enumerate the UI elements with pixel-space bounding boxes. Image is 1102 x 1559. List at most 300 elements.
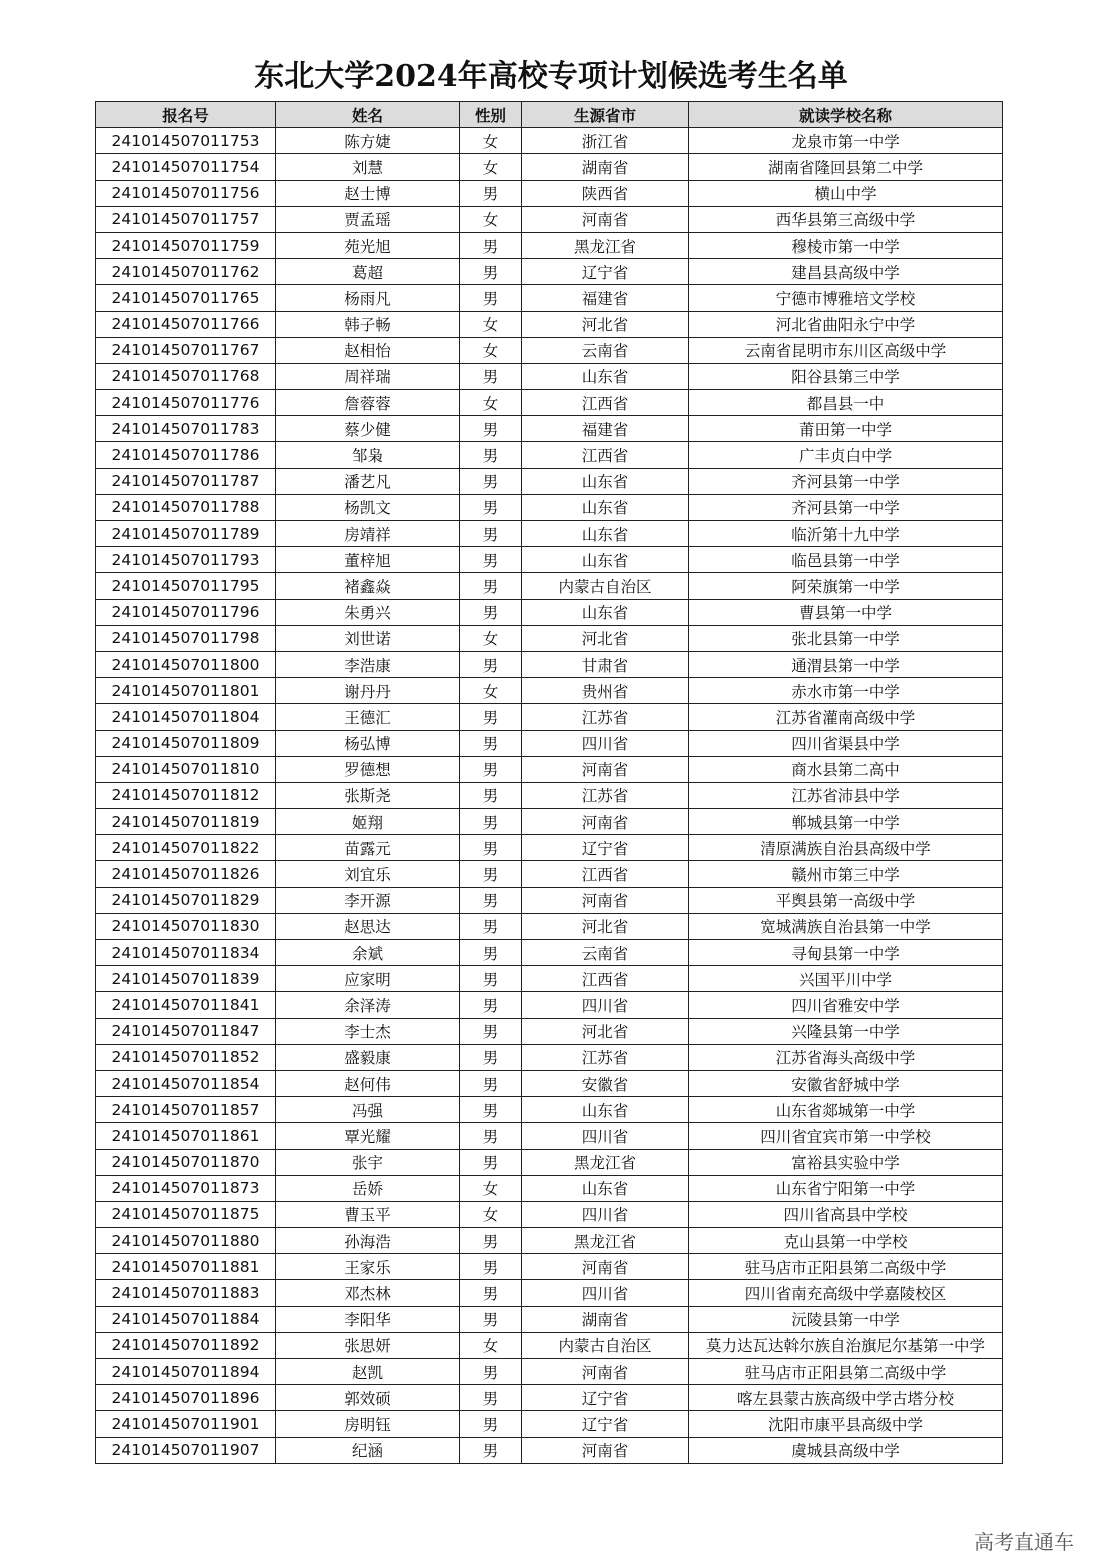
registration-number-cell: 241014507011812 [96,782,276,808]
registration-number-cell: 241014507011795 [96,573,276,599]
province-cell: 四川省 [522,992,689,1018]
gender-cell: 男 [460,887,522,913]
table-row [96,1411,1003,1437]
province-cell: 湖南省 [522,1306,689,1332]
province-cell: 黑龙江省 [522,1149,689,1175]
candidate-table [95,101,1003,1464]
name-cell: 周祥瑞 [276,363,460,389]
school-cell: 四川省宜宾市第一中学校 [689,1123,1003,1149]
school-cell: 齐河县第一中学 [689,468,1003,494]
school-cell: 云南省昆明市东川区高级中学 [689,337,1003,363]
gender-cell: 女 [460,311,522,337]
table-row [96,1359,1003,1385]
name-cell: 刘慧 [276,154,460,180]
name-cell: 王家乐 [276,1254,460,1280]
name-cell: 葛超 [276,259,460,285]
table-row [96,442,1003,468]
gender-cell: 男 [460,966,522,992]
school-cell: 宽城满族自治县第一中学 [689,913,1003,939]
table-row [96,494,1003,520]
table-row [96,599,1003,625]
registration-number-cell: 241014507011776 [96,390,276,416]
table-row [96,311,1003,337]
table-row [96,1044,1003,1070]
school-cell: 四川省南充高级中学嘉陵校区 [689,1280,1003,1306]
province-cell: 河南省 [522,1254,689,1280]
registration-number-cell: 241014507011847 [96,1018,276,1044]
table-row [96,651,1003,677]
gender-cell: 男 [460,416,522,442]
gender-cell: 男 [460,1280,522,1306]
school-cell: 喀左县蒙古族高级中学古塔分校 [689,1385,1003,1411]
table-row [96,363,1003,389]
registration-number-cell: 241014507011801 [96,678,276,704]
gender-cell: 男 [460,1044,522,1070]
table-row [96,1385,1003,1411]
province-cell: 浙江省 [522,128,689,154]
name-cell: 覃光耀 [276,1123,460,1149]
registration-number-cell: 241014507011800 [96,651,276,677]
registration-number-cell: 241014507011870 [96,1149,276,1175]
registration-number-cell: 241014507011834 [96,940,276,966]
table-row [96,1123,1003,1149]
registration-number-cell: 241014507011787 [96,468,276,494]
province-cell: 山东省 [522,547,689,573]
header-school: 就读学校名称 [689,102,1003,128]
table-row [96,625,1003,651]
name-cell: 李浩康 [276,651,460,677]
gender-cell: 男 [460,547,522,573]
name-cell: 潘艺凡 [276,468,460,494]
gender-cell: 男 [460,730,522,756]
table-row [96,730,1003,756]
province-cell: 黑龙江省 [522,1228,689,1254]
gender-cell: 男 [460,573,522,599]
gender-cell: 女 [460,206,522,232]
header-gender: 性别 [460,102,522,128]
registration-number-cell: 241014507011892 [96,1332,276,1358]
name-cell: 曹玉平 [276,1201,460,1227]
table-row [96,180,1003,206]
school-cell: 江苏省海头高级中学 [689,1044,1003,1070]
gender-cell: 男 [460,494,522,520]
name-cell: 纪涵 [276,1437,460,1463]
gender-cell: 男 [460,259,522,285]
registration-number-cell: 241014507011907 [96,1437,276,1463]
province-cell: 山东省 [522,468,689,494]
name-cell: 盛毅康 [276,1044,460,1070]
school-cell: 莆田第一中学 [689,416,1003,442]
registration-number-cell: 241014507011793 [96,547,276,573]
province-cell: 山东省 [522,363,689,389]
table-row [96,232,1003,258]
province-cell: 河南省 [522,887,689,913]
province-cell: 江西省 [522,442,689,468]
school-cell: 驻马店市正阳县第二高级中学 [689,1359,1003,1385]
registration-number-cell: 241014507011788 [96,494,276,520]
province-cell: 内蒙古自治区 [522,1332,689,1358]
gender-cell: 男 [460,232,522,258]
name-cell: 赵士博 [276,180,460,206]
gender-cell: 男 [460,1411,522,1437]
table-row [96,1332,1003,1358]
name-cell: 余泽涛 [276,992,460,1018]
name-cell: 邓杰林 [276,1280,460,1306]
table-row [96,809,1003,835]
name-cell: 蔡少健 [276,416,460,442]
registration-number-cell: 241014507011861 [96,1123,276,1149]
name-cell: 陈方婕 [276,128,460,154]
province-cell: 甘肃省 [522,651,689,677]
table-row [96,966,1003,992]
school-cell: 通渭县第一中学 [689,651,1003,677]
school-cell: 商水县第二高中 [689,756,1003,782]
gender-cell: 男 [460,1097,522,1123]
gender-cell: 男 [460,1437,522,1463]
school-cell: 赤水市第一中学 [689,678,1003,704]
table-row [96,1018,1003,1044]
registration-number-cell: 241014507011757 [96,206,276,232]
province-cell: 河北省 [522,625,689,651]
name-cell: 邹枭 [276,442,460,468]
table-row [96,704,1003,730]
school-cell: 富裕县实验中学 [689,1149,1003,1175]
province-cell: 江苏省 [522,704,689,730]
registration-number-cell: 241014507011852 [96,1044,276,1070]
name-cell: 岳娇 [276,1175,460,1201]
province-cell: 云南省 [522,337,689,363]
table-row [96,678,1003,704]
province-cell: 江西省 [522,966,689,992]
name-cell: 应家明 [276,966,460,992]
school-cell: 广丰贞白中学 [689,442,1003,468]
registration-number-cell: 241014507011830 [96,913,276,939]
province-cell: 辽宁省 [522,835,689,861]
name-cell: 郭效硕 [276,1385,460,1411]
registration-number-cell: 241014507011896 [96,1385,276,1411]
registration-number-cell: 241014507011786 [96,442,276,468]
gender-cell: 男 [460,809,522,835]
school-cell: 横山中学 [689,180,1003,206]
province-cell: 河南省 [522,756,689,782]
registration-number-cell: 241014507011875 [96,1201,276,1227]
name-cell: 张斯尧 [276,782,460,808]
school-cell: 莫力达瓦达斡尔族自治旗尼尔基第一中学 [689,1332,1003,1358]
gender-cell: 男 [460,599,522,625]
school-cell: 龙泉市第一中学 [689,128,1003,154]
gender-cell: 男 [460,1070,522,1096]
registration-number-cell: 241014507011804 [96,704,276,730]
province-cell: 江西省 [522,390,689,416]
table-row [96,337,1003,363]
table-row [96,1437,1003,1463]
province-cell: 河南省 [522,1359,689,1385]
registration-number-cell: 241014507011841 [96,992,276,1018]
table-row [96,1280,1003,1306]
table-row [96,416,1003,442]
gender-cell: 男 [460,835,522,861]
school-cell: 张北县第一中学 [689,625,1003,651]
name-cell: 余斌 [276,940,460,966]
gender-cell: 男 [460,468,522,494]
name-cell: 李开源 [276,887,460,913]
school-cell: 曹县第一中学 [689,599,1003,625]
table-row [96,573,1003,599]
gender-cell: 男 [460,1228,522,1254]
gender-cell: 男 [460,1359,522,1385]
school-cell: 建昌县高级中学 [689,259,1003,285]
table-row [96,390,1003,416]
gender-cell: 女 [460,337,522,363]
school-cell: 阳谷县第三中学 [689,363,1003,389]
table-row [96,940,1003,966]
school-cell: 清原满族自治县高级中学 [689,835,1003,861]
gender-cell: 女 [460,625,522,651]
gender-cell: 男 [460,442,522,468]
table-row [96,1201,1003,1227]
gender-cell: 男 [460,1123,522,1149]
name-cell: 褚鑫焱 [276,573,460,599]
gender-cell: 女 [460,128,522,154]
gender-cell: 男 [460,651,522,677]
province-cell: 江苏省 [522,1044,689,1070]
name-cell: 李阳华 [276,1306,460,1332]
province-cell: 四川省 [522,730,689,756]
school-cell: 寻甸县第一中学 [689,940,1003,966]
province-cell: 陕西省 [522,180,689,206]
school-cell: 安徽省舒城中学 [689,1070,1003,1096]
province-cell: 四川省 [522,1123,689,1149]
gender-cell: 男 [460,992,522,1018]
registration-number-cell: 241014507011873 [96,1175,276,1201]
name-cell: 赵凯 [276,1359,460,1385]
province-cell: 山东省 [522,1175,689,1201]
province-cell: 四川省 [522,1201,689,1227]
registration-number-cell: 241014507011854 [96,1070,276,1096]
gender-cell: 男 [460,1306,522,1332]
province-cell: 山东省 [522,521,689,547]
school-cell: 平舆县第一高级中学 [689,887,1003,913]
school-cell: 沅陵县第一中学 [689,1306,1003,1332]
gender-cell: 女 [460,390,522,416]
school-cell: 赣州市第三中学 [689,861,1003,887]
gender-cell: 男 [460,756,522,782]
name-cell: 赵何伟 [276,1070,460,1096]
province-cell: 内蒙古自治区 [522,573,689,599]
header-province: 生源省市 [522,102,689,128]
name-cell: 刘世诺 [276,625,460,651]
province-cell: 河北省 [522,1018,689,1044]
registration-number-cell: 241014507011756 [96,180,276,206]
name-cell: 张思妍 [276,1332,460,1358]
name-cell: 杨凯文 [276,494,460,520]
table-row [96,1149,1003,1175]
registration-number-cell: 241014507011762 [96,259,276,285]
school-cell: 湖南省隆回县第二中学 [689,154,1003,180]
province-cell: 四川省 [522,1280,689,1306]
school-cell: 兴国平川中学 [689,966,1003,992]
name-cell: 韩子畅 [276,311,460,337]
school-cell: 克山县第一中学校 [689,1228,1003,1254]
name-cell: 房靖祥 [276,521,460,547]
gender-cell: 女 [460,1175,522,1201]
school-cell: 都昌县一中 [689,390,1003,416]
name-cell: 朱勇兴 [276,599,460,625]
province-cell: 河北省 [522,311,689,337]
table-row [96,1175,1003,1201]
table-row [96,154,1003,180]
registration-number-cell: 241014507011822 [96,835,276,861]
gender-cell: 男 [460,363,522,389]
registration-number-cell: 241014507011766 [96,311,276,337]
registration-number-cell: 241014507011789 [96,521,276,547]
gender-cell: 女 [460,154,522,180]
table-row [96,835,1003,861]
school-cell: 江苏省灌南高级中学 [689,704,1003,730]
registration-number-cell: 241014507011767 [96,337,276,363]
gender-cell: 男 [460,285,522,311]
name-cell: 姬翔 [276,809,460,835]
table-row [96,206,1003,232]
table-row [96,1097,1003,1123]
registration-number-cell: 241014507011819 [96,809,276,835]
gender-cell: 男 [460,782,522,808]
table-row [96,1070,1003,1096]
province-cell: 山东省 [522,494,689,520]
header-name: 姓名 [276,102,460,128]
school-cell: 临邑县第一中学 [689,547,1003,573]
name-cell: 孙海浩 [276,1228,460,1254]
province-cell: 福建省 [522,285,689,311]
gender-cell: 男 [460,1254,522,1280]
school-cell: 郸城县第一中学 [689,809,1003,835]
document-title: 东北大学2024年高校专项计划候选考生名单 [254,59,848,94]
registration-number-cell: 241014507011857 [96,1097,276,1123]
registration-number-cell: 241014507011894 [96,1359,276,1385]
gender-cell: 男 [460,913,522,939]
name-cell: 张宇 [276,1149,460,1175]
table-row [96,1228,1003,1254]
registration-number-cell: 241014507011783 [96,416,276,442]
registration-number-cell: 241014507011754 [96,154,276,180]
province-cell: 河南省 [522,206,689,232]
name-cell: 杨雨凡 [276,285,460,311]
name-cell: 赵相怡 [276,337,460,363]
name-cell: 冯强 [276,1097,460,1123]
table-row [96,861,1003,887]
registration-number-cell: 241014507011809 [96,730,276,756]
school-cell: 西华县第三高级中学 [689,206,1003,232]
table-row [96,913,1003,939]
name-cell: 詹蓉蓉 [276,390,460,416]
province-cell: 黑龙江省 [522,232,689,258]
province-cell: 河北省 [522,913,689,939]
school-cell: 沈阳市康平县高级中学 [689,1411,1003,1437]
table-row [96,1254,1003,1280]
gender-cell: 男 [460,1018,522,1044]
province-cell: 辽宁省 [522,259,689,285]
registration-number-cell: 241014507011759 [96,232,276,258]
registration-number-cell: 241014507011826 [96,861,276,887]
registration-number-cell: 241014507011881 [96,1254,276,1280]
province-cell: 辽宁省 [522,1385,689,1411]
table-row [96,756,1003,782]
school-cell: 虞城县高级中学 [689,1437,1003,1463]
registration-number-cell: 241014507011753 [96,128,276,154]
school-cell: 四川省渠县中学 [689,730,1003,756]
table-row [96,992,1003,1018]
school-cell: 临沂第十九中学 [689,521,1003,547]
registration-number-cell: 241014507011796 [96,599,276,625]
table-row [96,521,1003,547]
gender-cell: 男 [460,861,522,887]
table-row [96,782,1003,808]
gender-cell: 男 [460,1149,522,1175]
watermark: 高考直通车 [974,1530,1074,1554]
gender-cell: 女 [460,1332,522,1358]
table-row [96,1306,1003,1332]
registration-number-cell: 241014507011768 [96,363,276,389]
name-cell: 杨弘博 [276,730,460,756]
header-registration-number: 报名号 [96,102,276,128]
registration-number-cell: 241014507011884 [96,1306,276,1332]
school-cell: 驻马店市正阳县第二高级中学 [689,1254,1003,1280]
name-cell: 董梓旭 [276,547,460,573]
province-cell: 山东省 [522,599,689,625]
name-cell: 王德汇 [276,704,460,730]
province-cell: 辽宁省 [522,1411,689,1437]
name-cell: 罗德想 [276,756,460,782]
table-row [96,468,1003,494]
registration-number-cell: 241014507011883 [96,1280,276,1306]
table-body [96,128,1003,1464]
school-cell: 山东省郯城第一中学 [689,1097,1003,1123]
gender-cell: 男 [460,1385,522,1411]
province-cell: 河南省 [522,1437,689,1463]
registration-number-cell: 241014507011765 [96,285,276,311]
table-header-row [96,102,1003,128]
name-cell: 谢丹丹 [276,678,460,704]
registration-number-cell: 241014507011810 [96,756,276,782]
name-cell: 苑光旭 [276,232,460,258]
gender-cell: 男 [460,704,522,730]
registration-number-cell: 241014507011880 [96,1228,276,1254]
table-row [96,259,1003,285]
gender-cell: 女 [460,1201,522,1227]
school-cell: 河北省曲阳永宁中学 [689,311,1003,337]
province-cell: 贵州省 [522,678,689,704]
table-row [96,887,1003,913]
table-row [96,547,1003,573]
name-cell: 房明钰 [276,1411,460,1437]
province-cell: 山东省 [522,1097,689,1123]
province-cell: 江西省 [522,861,689,887]
gender-cell: 女 [460,678,522,704]
name-cell: 李士杰 [276,1018,460,1044]
province-cell: 江苏省 [522,782,689,808]
province-cell: 河南省 [522,809,689,835]
province-cell: 安徽省 [522,1070,689,1096]
school-cell: 四川省雅安中学 [689,992,1003,1018]
school-cell: 齐河县第一中学 [689,494,1003,520]
name-cell: 苗露元 [276,835,460,861]
table-row [96,128,1003,154]
province-cell: 云南省 [522,940,689,966]
school-cell: 山东省宁阳第一中学 [689,1175,1003,1201]
registration-number-cell: 241014507011829 [96,887,276,913]
name-cell: 刘宜乐 [276,861,460,887]
name-cell: 赵思达 [276,913,460,939]
